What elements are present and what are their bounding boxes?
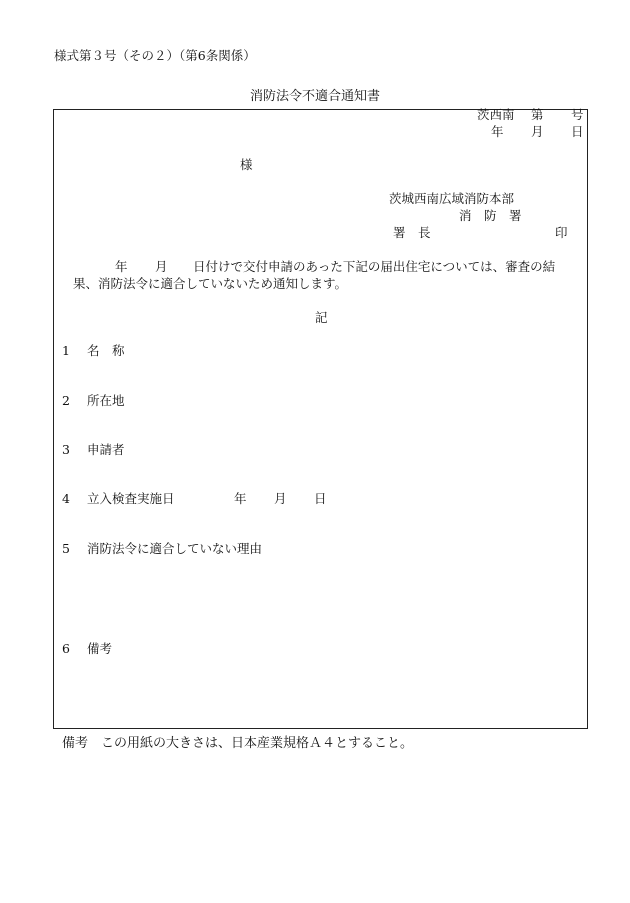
- recipient-suffix: 様: [240, 157, 253, 172]
- item-label-name: 名 称: [87, 343, 125, 358]
- item-label-inspection-date: 立入検査実施日: [87, 491, 175, 506]
- sender-headquarters: 茨城西南広域消防本部: [389, 191, 515, 206]
- footer-note: 備考 この用紙の大きさは、日本産業規格Ａ４とすること。: [62, 736, 414, 751]
- document-title: 消防法令不適合通知書: [250, 89, 381, 104]
- item-number: 6: [62, 641, 70, 656]
- sender-chief: 署 長: [393, 225, 431, 240]
- reference-dai: 第: [531, 107, 544, 122]
- date-year: 年: [491, 124, 504, 139]
- sender-station: 消 防 署: [459, 208, 522, 223]
- date-month: 月: [531, 124, 544, 139]
- reference-prefix: 茨西南: [477, 107, 515, 122]
- body-year: 年: [115, 259, 128, 274]
- item-label-remarks: 備考: [87, 641, 113, 656]
- item-number: 5: [62, 541, 70, 556]
- inspection-year: 年: [234, 491, 247, 506]
- item-label-noncompliance-reason: 消防法令に適合していない理由: [87, 541, 263, 556]
- body-line1: 日付けで交付申請のあった下記の届出住宅については、審査の結: [193, 259, 556, 274]
- date-day: 日: [571, 124, 584, 139]
- item-number: 3: [62, 442, 70, 457]
- reference-go: 号: [571, 107, 584, 122]
- body-month: 月: [155, 259, 168, 274]
- seal-mark: 印: [555, 225, 568, 240]
- form-number: 様式第３号（その２）（第6条関係）: [54, 48, 256, 63]
- body-line2: 果、消防法令に適合していないため通知します。: [73, 276, 348, 291]
- item-number: 1: [62, 343, 70, 358]
- item-number: 4: [62, 491, 70, 506]
- ki-heading: 記: [315, 310, 328, 325]
- item-label-applicant: 申請者: [87, 442, 125, 457]
- item-number: 2: [62, 393, 70, 408]
- inspection-month: 月: [274, 491, 287, 506]
- item-label-address: 所在地: [87, 393, 125, 408]
- inspection-day: 日: [314, 491, 327, 506]
